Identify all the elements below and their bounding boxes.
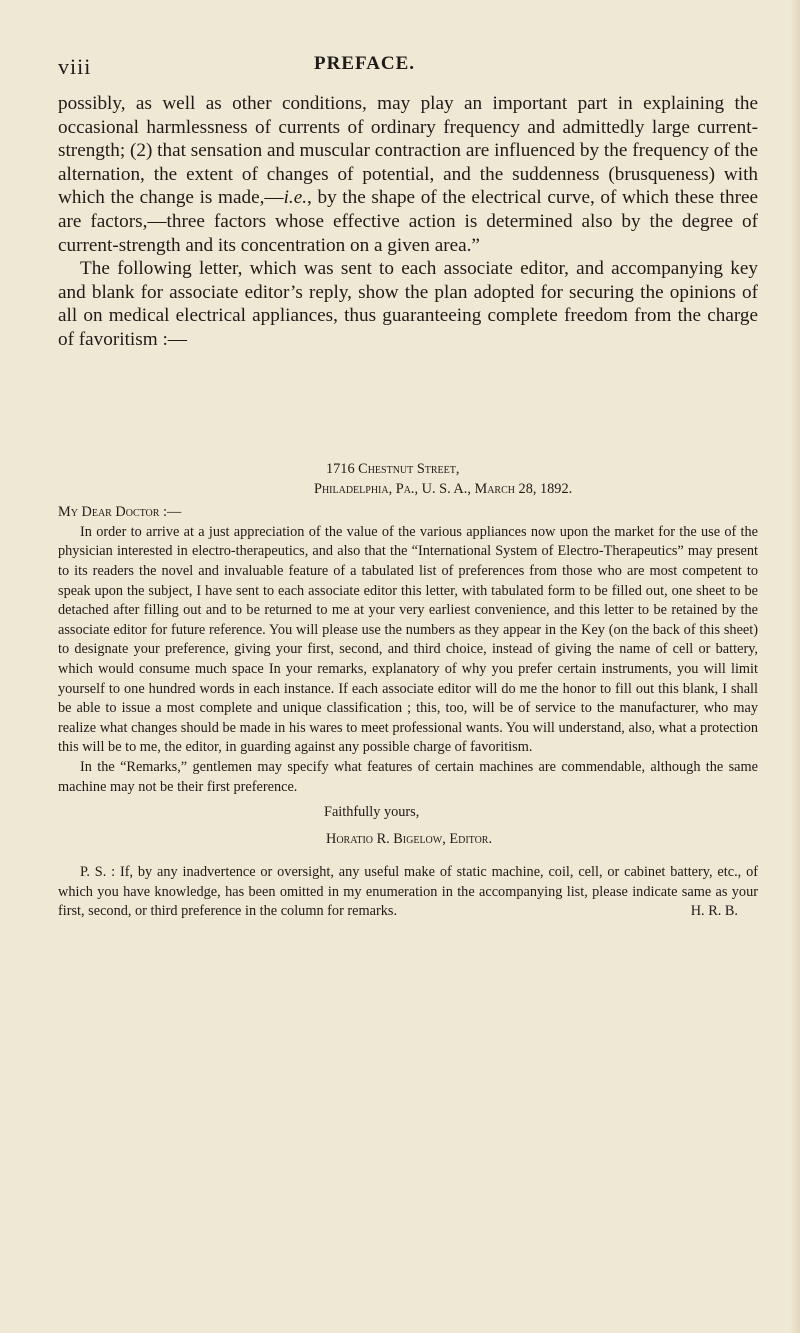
letter-address-line-1: 1716 Chestnut Street,: [326, 461, 460, 477]
body-paragraph-1-text: possibly, as well as other conditions, may play an important part in explaining the occasional harmlessness of currents of ordinary frequency and admittedly large current-strength; (2) that sensation and muscular contraction are influenced by the frequency of the alternation, the extent of changes of potential, and the suddenness (brusqueness) with which the change is made,—: [58, 93, 758, 209]
running-title: PREFACE.: [314, 53, 416, 74]
letter-salutation: My Dear Doctor :—: [58, 504, 182, 521]
page-edge-shadow: [790, 0, 800, 1333]
body-paragraph-2: The following letter, which was sent to each associate editor, and accompanying key and blank for associate editor’s reply, show the plan adopted for securing the opinions of all on medical electrical appliances, thus guaranteeing complete freedom from the charge of favoritism :—: [58, 258, 758, 350]
letter-paragraph-2: In the “Remarks,” gentlemen may specify what features of certain machines are commendable, although the same machine may not be their first preference.: [58, 758, 758, 795]
letter-postscript-text: P. S. : If, by any inadvertence or oversight, any useful make of static machine, coil, cell, or cabinet battery, etc., of which you have knowledge, has been omitted in my enumeration in the accompanying list, please indicate same as your first, second, or third preference in the column for remarks.: [58, 864, 758, 920]
body-text: [58, 92, 758, 352]
body-paragraph-1: [58, 92, 758, 257]
letter: [58, 460, 758, 922]
letter-address-line-2: Philadelphia, Pa., U. S. A., March 28, 1892.: [314, 480, 573, 497]
letter-paragraph-1: In order to arrive at a just appreciation of the value of the various appliances now upon the market for the use of the physician interested in electro-therapeutics, and also that the “International System of Electro-Therapeutics” may present to its readers the novel and invaluable feature of a tabulated list of preferences from those who are most competent to speak upon the subject, I have sent to each associate editor this letter, with tabulated form to be filled out, one sheet to be detached after filling out and to be returned to me at your very earliest convenience, and this letter to be retained by the associate editor for future reference. You will please use the numbers as they appear in the Key (on the back of this sheet) to designate your preference, giving your first, second, and third choice, instead of giving the name of cell or battery, which would consume much space In your remarks, explanatory of why you prefer certain instruments, you will limit yourself to one hundred words in each instance. If each associate editor will do me the honor to fill out this blank, I shall be able to issue a most complete and unique classification ; this, too, will be of service to the manufacturer, who may realize what changes should be made in his wares to meet professional wants. You will understand, also, what a protection this will be to me, the editor, in guarding against any possible charge of favoritism.: [58, 523, 758, 756]
letter-signature: Horatio R. Bigelow, Editor.: [326, 830, 493, 847]
page-number: viii: [58, 54, 92, 79]
body-paragraph-1-tail: , by the shape of the electrical curve, of which these three are factors,—three factors whose effective action is determined also by the degree of current-strength and its concentration on a given area.”: [58, 187, 758, 256]
body-paragraph-1-ie: i.e.: [283, 187, 308, 209]
letter-closing: Faithfully yours,: [324, 804, 420, 821]
letter-postscript: [58, 863, 758, 922]
letter-postscript-initials: H. R. B.: [690, 903, 738, 920]
